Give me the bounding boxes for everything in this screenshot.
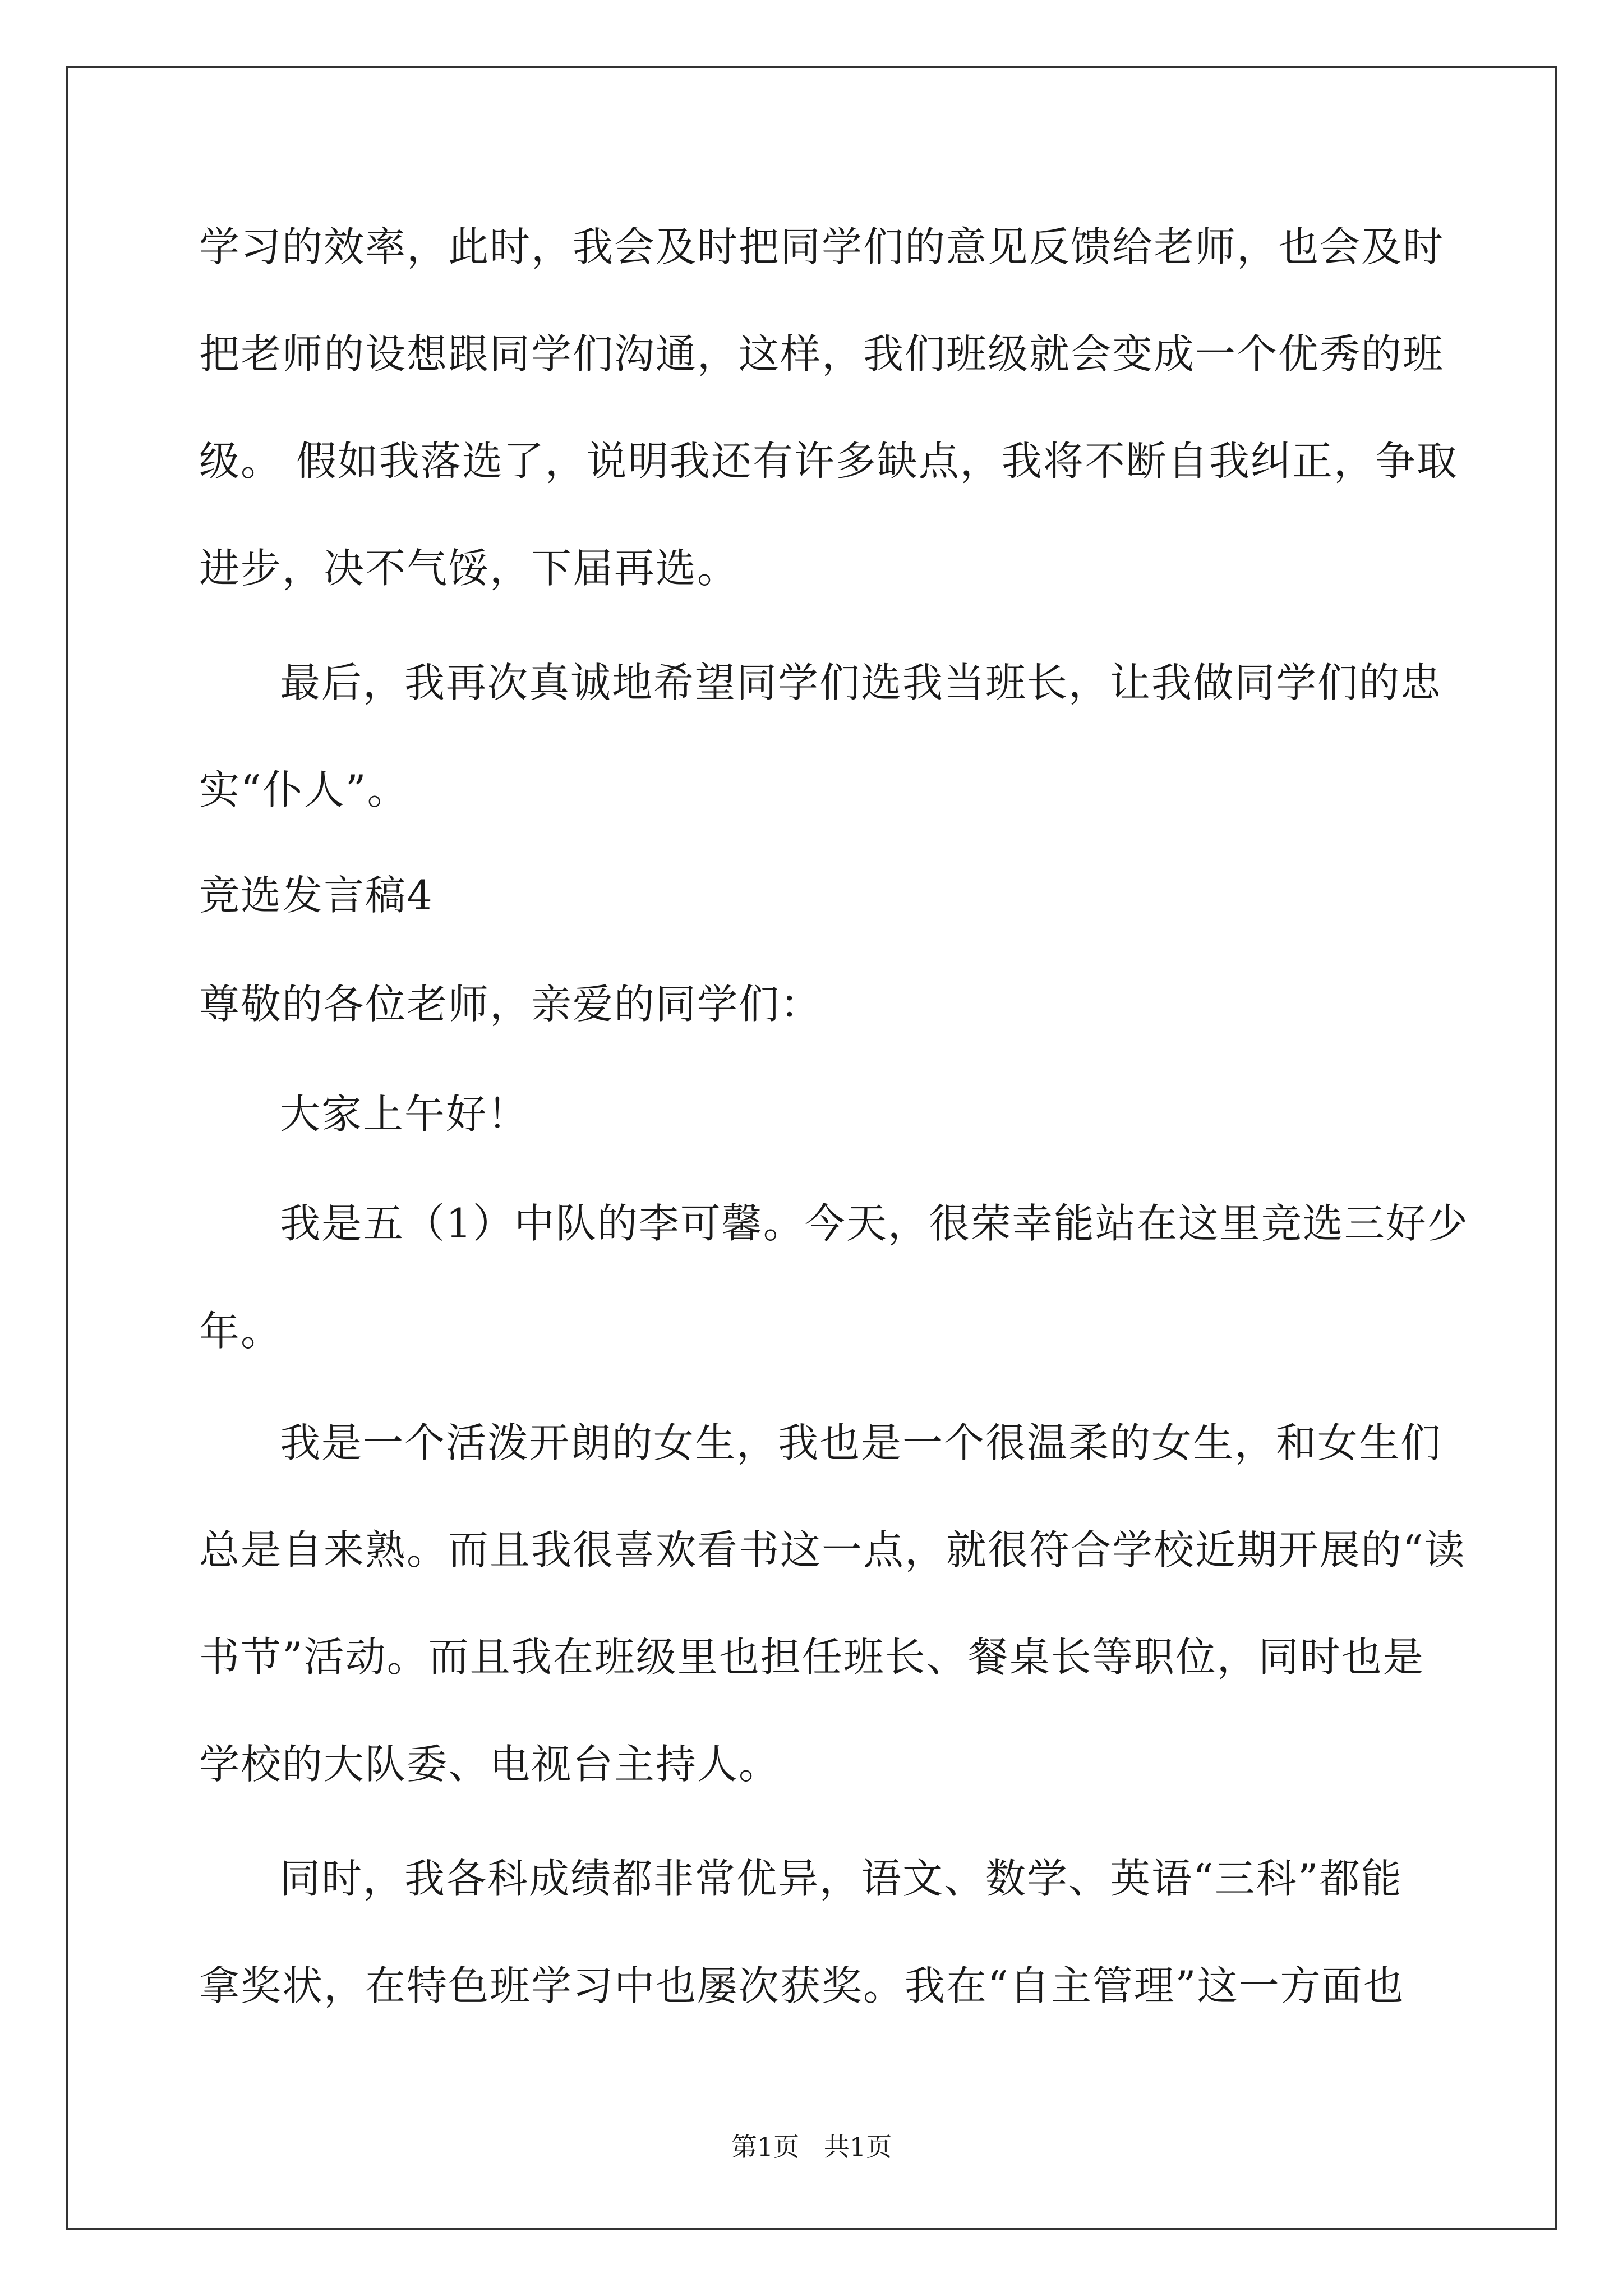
text-line-14: 书节”活动。而且我在班级里也担任班长、餐桌长等职位，同时也是: [199, 1634, 1424, 1681]
page-border: [66, 66, 1557, 2230]
text-line-12: 我是一个活泼开朗的女生，我也是一个很温柔的女生，和女生们: [280, 1419, 1442, 1466]
text-line-1: 学习的效率，此时，我会及时把同学们的意见反馈给老师，也会及时: [199, 223, 1445, 270]
text-line-13: 总是自来熟。而且我很喜欢看书这一点，就很符合学校近期开展的“读: [199, 1526, 1466, 1573]
text-line-4: 进步，决不气馁，下届再选。: [199, 545, 739, 592]
text-line-10: 我是五（1）中队的李可馨。今天，很荣幸能站在这里竞选三好少: [280, 1200, 1469, 1247]
text-line-3: 级。 假如我落选了，说明我还有许多缺点，我将不断自我纠正，争取: [199, 438, 1458, 485]
text-line-16: 同时，我各科成绩都非常优异，语文、数学、英语“三科”都能: [280, 1855, 1403, 1902]
greeting: 大家上午好！: [280, 1091, 529, 1138]
text-line-5: 最后，我再次真诚地希望同学们选我当班长，让我做同学们的忠: [280, 659, 1442, 706]
section-heading: 竞选发言稿4: [199, 872, 434, 919]
text-line-17: 拿奖状，在特色班学习中也屡次获奖。我在“自主管理”这一方面也: [199, 1962, 1405, 2009]
text-line-15: 学校的大队委、电视台主持人。: [199, 1741, 781, 1788]
text-line-2: 把老师的设想跟同学们沟通，这样，我们班级就会变成一个优秀的班: [199, 330, 1445, 378]
text-line-11: 年。: [199, 1308, 283, 1355]
text-line-6: 实“仆人”。: [199, 766, 409, 813]
salutation: 尊敬的各位老师，亲爱的同学们：: [199, 981, 822, 1028]
page-footer: 第1页 共1页: [731, 2132, 892, 2162]
